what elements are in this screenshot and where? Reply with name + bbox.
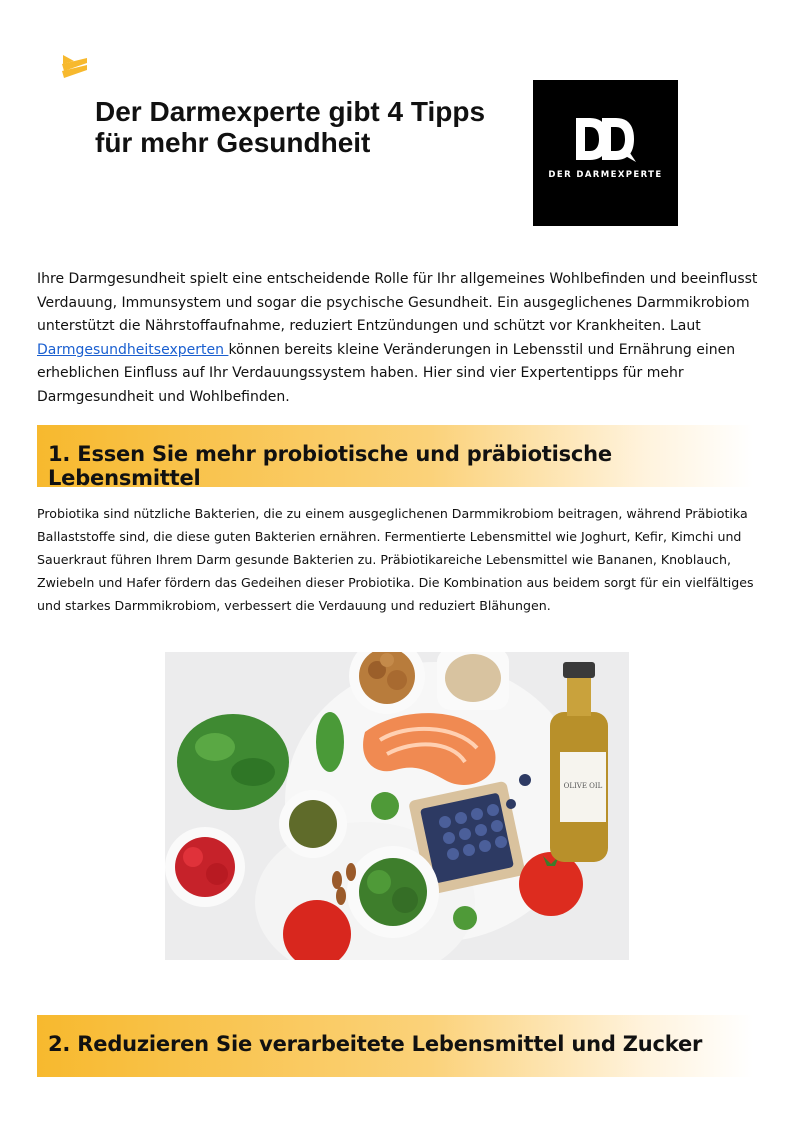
section-2-heading: 2. Reduzieren Sie verarbeitete Lebensmittel und Zucker (48, 1032, 703, 1056)
section-1-header (37, 425, 753, 490)
section-1-text: Probiotika sind nützliche Bakterien, die zu einem ausgeglichenen Darmmikrobiom beitragen, während Präbiotika Ballaststoffe sind, die diese guten Bakterien ernähren. Fermentierte Lebensmittel wie Joghurt, Kefir, Kimchi und Sauerkraut führen Ihrem Darm gesunde Bakterien zu. Präbiotikareiche Lebensmittel wie Bananen, Knoblauch, Zwiebeln und Hafer fördern das Gedeihen dieser Probiotika. Die Kombination aus beidem sorgt für ein vielfältiges und starkes Darmmikrobiom, verbessert die Verdauung und reduziert Blähungen. (37, 506, 754, 613)
intro-paragraph (37, 268, 762, 409)
logo-text: DER DARMEXPERTE (548, 170, 663, 180)
section-2-header (37, 1015, 753, 1077)
food-illustration (165, 652, 629, 960)
bottle-label: OLIVE OIL (563, 782, 603, 790)
brand-logo (533, 80, 678, 226)
brand-chevron-icon (60, 52, 90, 80)
page-title: Der Darmexperte gibt 4 Tipps für mehr Gesundheit (95, 96, 486, 158)
experts-link[interactable]: Darmgesundheitsexperten (37, 341, 229, 358)
healthy-food-photo (165, 652, 629, 960)
section-1-heading: 1. Essen Sie mehr probiotische und präbiotische Lebensmittel (48, 442, 612, 490)
intro-text-end: können bereits kleine Veränderungen in Lebensstil und Ernährung einen erheblichen Einfluss auf Ihr Verdauungssystem haben. Hier sind vier Expertentipps für mehr Darmgesundheit und Wohlbefinden. (37, 341, 736, 405)
intro-text-start: Ihre Darmgesundheit spielt eine entscheidende Rolle für Ihr allgemeines Wohlbefinden und beeinflusst Verdauung, Immunsystem und sogar die psychische Gesundheit. Ein ausgeglichenes Darmmikrobiom unterstützt die Nährstoffaufnahme, reduziert Entzündungen und schützt vor Krankheiten. Laut (37, 271, 758, 334)
dd-logo-icon (574, 114, 638, 164)
